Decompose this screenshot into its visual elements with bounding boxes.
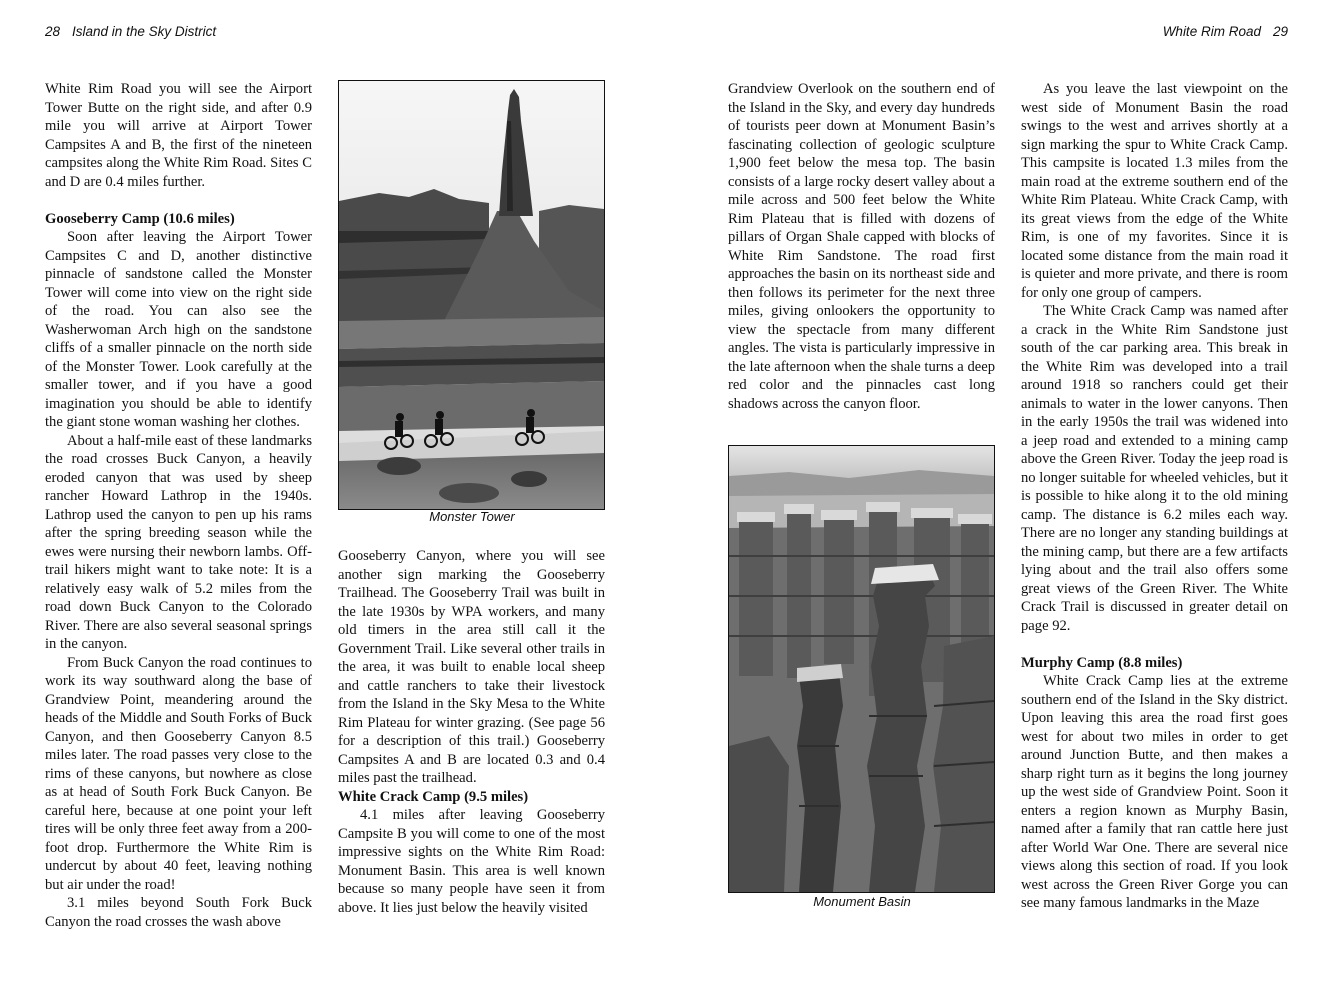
paragraph: Soon after leaving the Airport Tower Campsites C and D, another distinctive pinnacle of sandstone called the Monster Tower will come into view on the right side of the road. You can also see the Washerwoman Arch high on the sandstone cliffs of a smaller pinnacle on the north side of the Monster Tower. Look carefully at the smaller tower, and if you have a good imagination you should be able to identify the giant stone woman washing her clothes.: [45, 229, 312, 430]
paragraph: The White Crack Camp was named after a crack in the White Rim Sandstone just south of the car parking area. This break in the White Rim was developed into a trail around 1918 so ranchers could get their animals to water in the lower canyons. Then in the early 1950s the trail was widened into a jeep road and extended to a mining camp above the Green River. Today the jeep road is no longer suitable for wheeled vehicles, but it is possible to hike along it to the old mining camp. The distance is 6.2 miles each way. There are no longer any standing buildings at the mining camp, but there are a few artifacts lying about and the trail also offers some great views of the Green River. The White Crack Trail is discussed in greater detail on page 92.: [1021, 303, 1288, 634]
right-header-title: White Rim Road: [1162, 24, 1261, 39]
right-column-2: [1021, 80, 1288, 913]
monument-basin-caption: Monument Basin: [813, 894, 911, 909]
paragraph: From Buck Canyon the road continues to work its way southward along the base of Grandview Point, meandering around the heads of the Middle and South Forks of Buck Canyon, and then Gooseberry Canyon 8.5 miles later. The road passes very close to the rims of these canyons, but nowhere as close as at head of South Fork Buck Canyon. Be careful here, because at one point your left tires will be only three feet away from a 200-foot drop. Furthermore the White Rim is undercut by about 40 feet, leaving nothing but air under the road!: [45, 654, 312, 893]
section-heading-white-crack: White Crack Camp (9.5 miles): [338, 788, 529, 805]
right-running-header: [1163, 24, 1288, 39]
left-header-title: Island in the Sky District: [72, 24, 217, 39]
left-page-number: 28: [45, 24, 61, 39]
paragraph: About a half-mile east of these landmarks the road crosses Buck Canyon, a heavily eroded canyon that was used by sheep rancher Howard Lathrop in the 1940s. Lathrop used the canyon to pen up his rams after the spring breeding season while the ewes were nursing their newborn lambs. Off-trail hikers might want to take note: It is a relatively easy walk of 5.2 miles from the road down Buck Canyon to the Colorado River. There are also several seasonal springs in the canyon.: [45, 432, 312, 652]
right-page-number: 29: [1272, 24, 1288, 39]
paragraph: 3.1 miles beyond South Fork Buck Canyon the road crosses the wash above: [45, 895, 312, 930]
left-column-2: [338, 547, 605, 917]
monument-basin-photo: [728, 445, 995, 893]
left-running-header: [45, 24, 216, 39]
paragraph: As you leave the last viewpoint on the west side of Monument Basin the road swings to the west and arrives shortly at a sign marking the spur to White Crack Camp. This campsite is located 1.3 miles from the main road at the extreme southern end of the White Rim Plateau. White Crack Camp, with its great views from the edge of the White Rim, is one of my favorites. Since it is located some distance from the main road it is quieter and more private, and there is room for only one group of campers.: [1021, 81, 1288, 301]
paragraph: White Rim Road you will see the Airport Tower Butte on the right side, and after 0.9 mile you will arrive at Airport Tower Campsites A and B, the first of the nineteen campsites along the White Rim Road. Sites C and D are 0.4 miles further.: [45, 81, 312, 190]
paragraph: Gooseberry Canyon, where you will see another sign marking the Gooseberry Trailhead. The Gooseberry Trail was built in the late 1930s by WPA workers, and many old timers in the area still call it the Government Trail. Like several other trails in the area, it was built to enable local sheep and cattle ranchers to take their livestock from the Island in the Sky Mesa to the White Rim Plateau for winter grazing. (See page 56 for a description of this trail.) Gooseberry Campsites A and B are located 0.3 and 0.4 miles past the trailhead.: [338, 548, 605, 786]
monster-tower-caption: Monster Tower: [429, 509, 515, 524]
right-column-1: [728, 80, 995, 413]
paragraph: Grandview Overlook on the southern end of the Island in the Sky, and every day hundreds of tourists peer down at Monument Basin’s fascinating collection of geologic sculpture 1,900 feet below the mesa top. The basin consists of a large rocky desert valley about a mile across and 500 feet below the White Rim Plateau that is filled with dozens of pillars of Organ Shale capped with blocks of White Rim Sandstone. The road first approaches the basin on its northeast side and then follows its perimeter for the next three miles, giving onlookers the opportunity to view the spectacle from many different angles. The vista is particularly impressive in the late afternoon when the shale turns a deep red color and the pinnacles cast long shadows across the canyon floor.: [728, 81, 995, 412]
section-heading-murphy: Murphy Camp (8.8 miles): [1021, 654, 1183, 671]
paragraph: 4.1 miles after leaving Gooseberry Campsite B you will come to one of the most impressive sights on the White Rim Road: Monument Basin. This area is well known because so many people have seen it from above. It lies just below the heavily visited: [338, 807, 605, 916]
left-column-1: [45, 80, 312, 931]
section-heading-gooseberry: Gooseberry Camp (10.6 miles): [45, 210, 235, 227]
paragraph: White Crack Camp lies at the extreme southern end of the Island in the Sky district. Upon leaving this area the road first goes west for about two miles in order to get around Junction Butte, and then makes a sharp right turn as it begins the long journey up the west side of Grandview Point. Soon it enters a region known as Murphy Basin, named after a family that ran cattle here just after World War One. There are several nice views along this section of road. If you look west across the Green River Gorge you can see many famous landmarks in the Maze: [1021, 673, 1288, 911]
monster-tower-photo: [338, 80, 605, 510]
